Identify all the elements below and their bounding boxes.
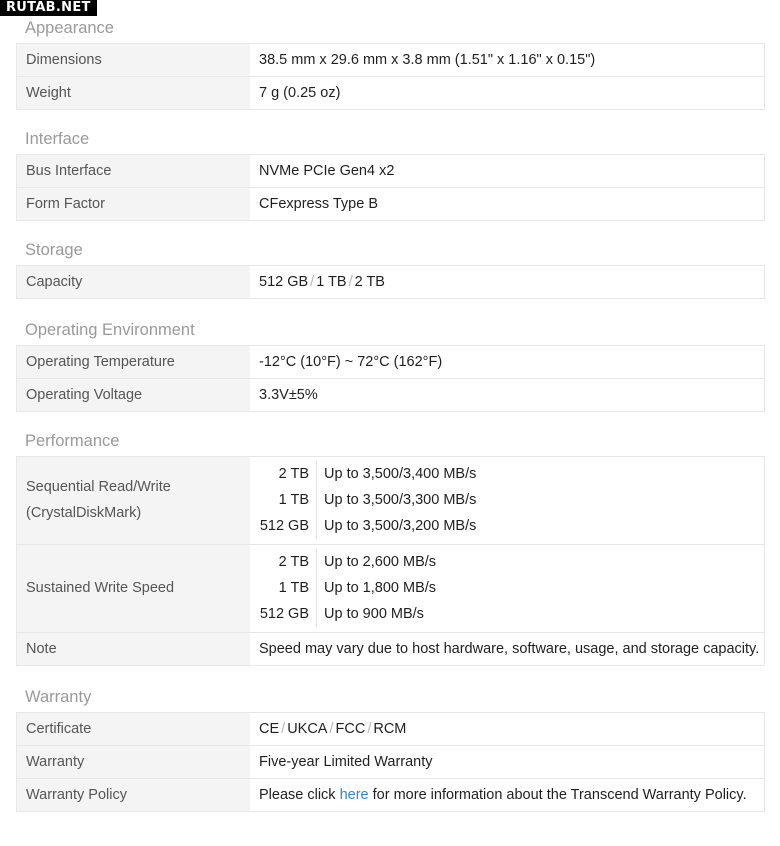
spec-table-storage [16,265,765,299]
spec-label: Sustained Write Speed [17,545,251,633]
speed-capacity: 512 GB [250,513,317,539]
spec-table-warranty [16,712,765,812]
section-storage [16,239,765,299]
capacity-option: 2 TB [354,274,385,290]
spec-value: 3.3V±5% [250,379,765,412]
spec-label: Capacity [17,266,251,299]
speed-row [250,513,476,539]
speed-capacity: 2 TB [250,461,317,487]
spec-row-bus-interface [17,155,765,188]
section-appearance [16,17,765,110]
spec-label: Note [17,633,251,666]
capacity-option: 1 TB [316,274,347,290]
speed-table [250,549,436,627]
policy-suffix: for more information about the Transcend Warranty Policy. [368,787,747,803]
section-title-performance: Performance [25,432,120,450]
speed-value: Up to 3,500/3,300 MB/s [324,492,477,508]
section-title-interface: Interface [25,130,90,148]
spec-label: Weight [17,77,251,110]
spec-table-interface [16,154,765,221]
spec-row-operating-voltage [17,379,765,412]
spec-label: Operating Voltage [17,379,251,412]
speed-value: Up to 2,600 MB/s [324,554,437,570]
spec-row-operating-temperature [17,346,765,379]
speed-row [250,549,436,575]
certificate-item: CE [259,721,280,737]
spec-label: Bus Interface [17,155,251,188]
section-title-appearance: Appearance [25,19,114,37]
spec-value: Speed may vary due to host hardware, software, usage, and storage capacity. [250,633,765,666]
speed-value: Up to 3,500/3,200 MB/s [324,518,477,534]
section-title-storage: Storage [25,241,83,259]
spec-value: CFexpress Type B [250,188,765,221]
spec-row-sequential-read-write [17,457,765,545]
spec-row-warranty-policy [17,779,765,812]
section-interface [16,128,765,221]
spec-label-line: Sequential Read/Write [26,479,171,495]
spec-value: -12°C (10°F) ~ 72°C (162°F) [250,346,765,379]
watermark: RUTAB.NET [0,0,97,16]
separator: / [310,274,315,290]
spec-row-weight [17,77,765,110]
speed-value: Up to 900 MB/s [324,606,424,622]
spec-row-sustained-write-speed [17,545,765,633]
speed-value: Up to 1,800 MB/s [324,580,437,596]
spec-label: Warranty Policy [17,779,251,812]
spec-row-dimensions [17,44,765,77]
spec-value: Five-year Limited Warranty [250,746,765,779]
spec-label: Dimensions [17,44,251,77]
spec-label: Certificate [17,713,251,746]
spec-value: 7 g (0.25 oz) [250,77,765,110]
certificate-item: UKCA [287,721,328,737]
spec-label: Warranty [17,746,251,779]
spec-value [250,545,765,633]
spec-label: Form Factor [17,188,251,221]
spec-sheet [16,17,765,830]
section-title-warranty: Warranty [25,688,92,706]
warranty-policy-link[interactable]: here [339,787,369,803]
spec-value [250,457,765,545]
speed-capacity: 2 TB [250,549,317,575]
spec-table-appearance [16,43,765,110]
capacity-option: 512 GB [259,274,309,290]
separator: / [348,274,353,290]
separator: / [367,721,372,737]
speed-row [250,461,476,487]
speed-row [250,575,436,601]
spec-row-note [17,633,765,666]
section-warranty [16,686,765,812]
spec-value [250,266,765,299]
spec-row-form-factor [17,188,765,221]
speed-capacity: 1 TB [250,487,317,513]
spec-value: NVMe PCIe Gen4 x2 [250,155,765,188]
speed-value: Up to 3,500/3,400 MB/s [324,466,477,482]
policy-prefix: Please click [259,787,340,803]
speed-table [250,461,476,539]
certificate-item: RCM [373,721,407,737]
spec-value: 38.5 mm x 29.6 mm x 3.8 mm (1.51" x 1.16" x 0.15") [250,44,765,77]
spec-value [250,713,765,746]
spec-row-certificate [17,713,765,746]
speed-row [250,487,476,513]
section-operating-environment [16,319,765,412]
section-title-operating-environment: Operating Environment [25,321,195,339]
separator: / [329,721,334,737]
spec-table-performance [16,456,765,666]
spec-value [250,779,765,812]
spec-table-environment [16,345,765,412]
spec-label [17,457,251,545]
spec-row-warranty [17,746,765,779]
speed-row [250,601,436,627]
separator: / [281,721,286,737]
spec-label-line: (CrystalDiskMark) [26,505,142,521]
section-performance [16,430,765,666]
spec-label: Operating Temperature [17,346,251,379]
spec-row-capacity [17,266,765,299]
speed-capacity: 1 TB [250,575,317,601]
certificate-item: FCC [335,721,366,737]
speed-capacity: 512 GB [250,601,317,627]
